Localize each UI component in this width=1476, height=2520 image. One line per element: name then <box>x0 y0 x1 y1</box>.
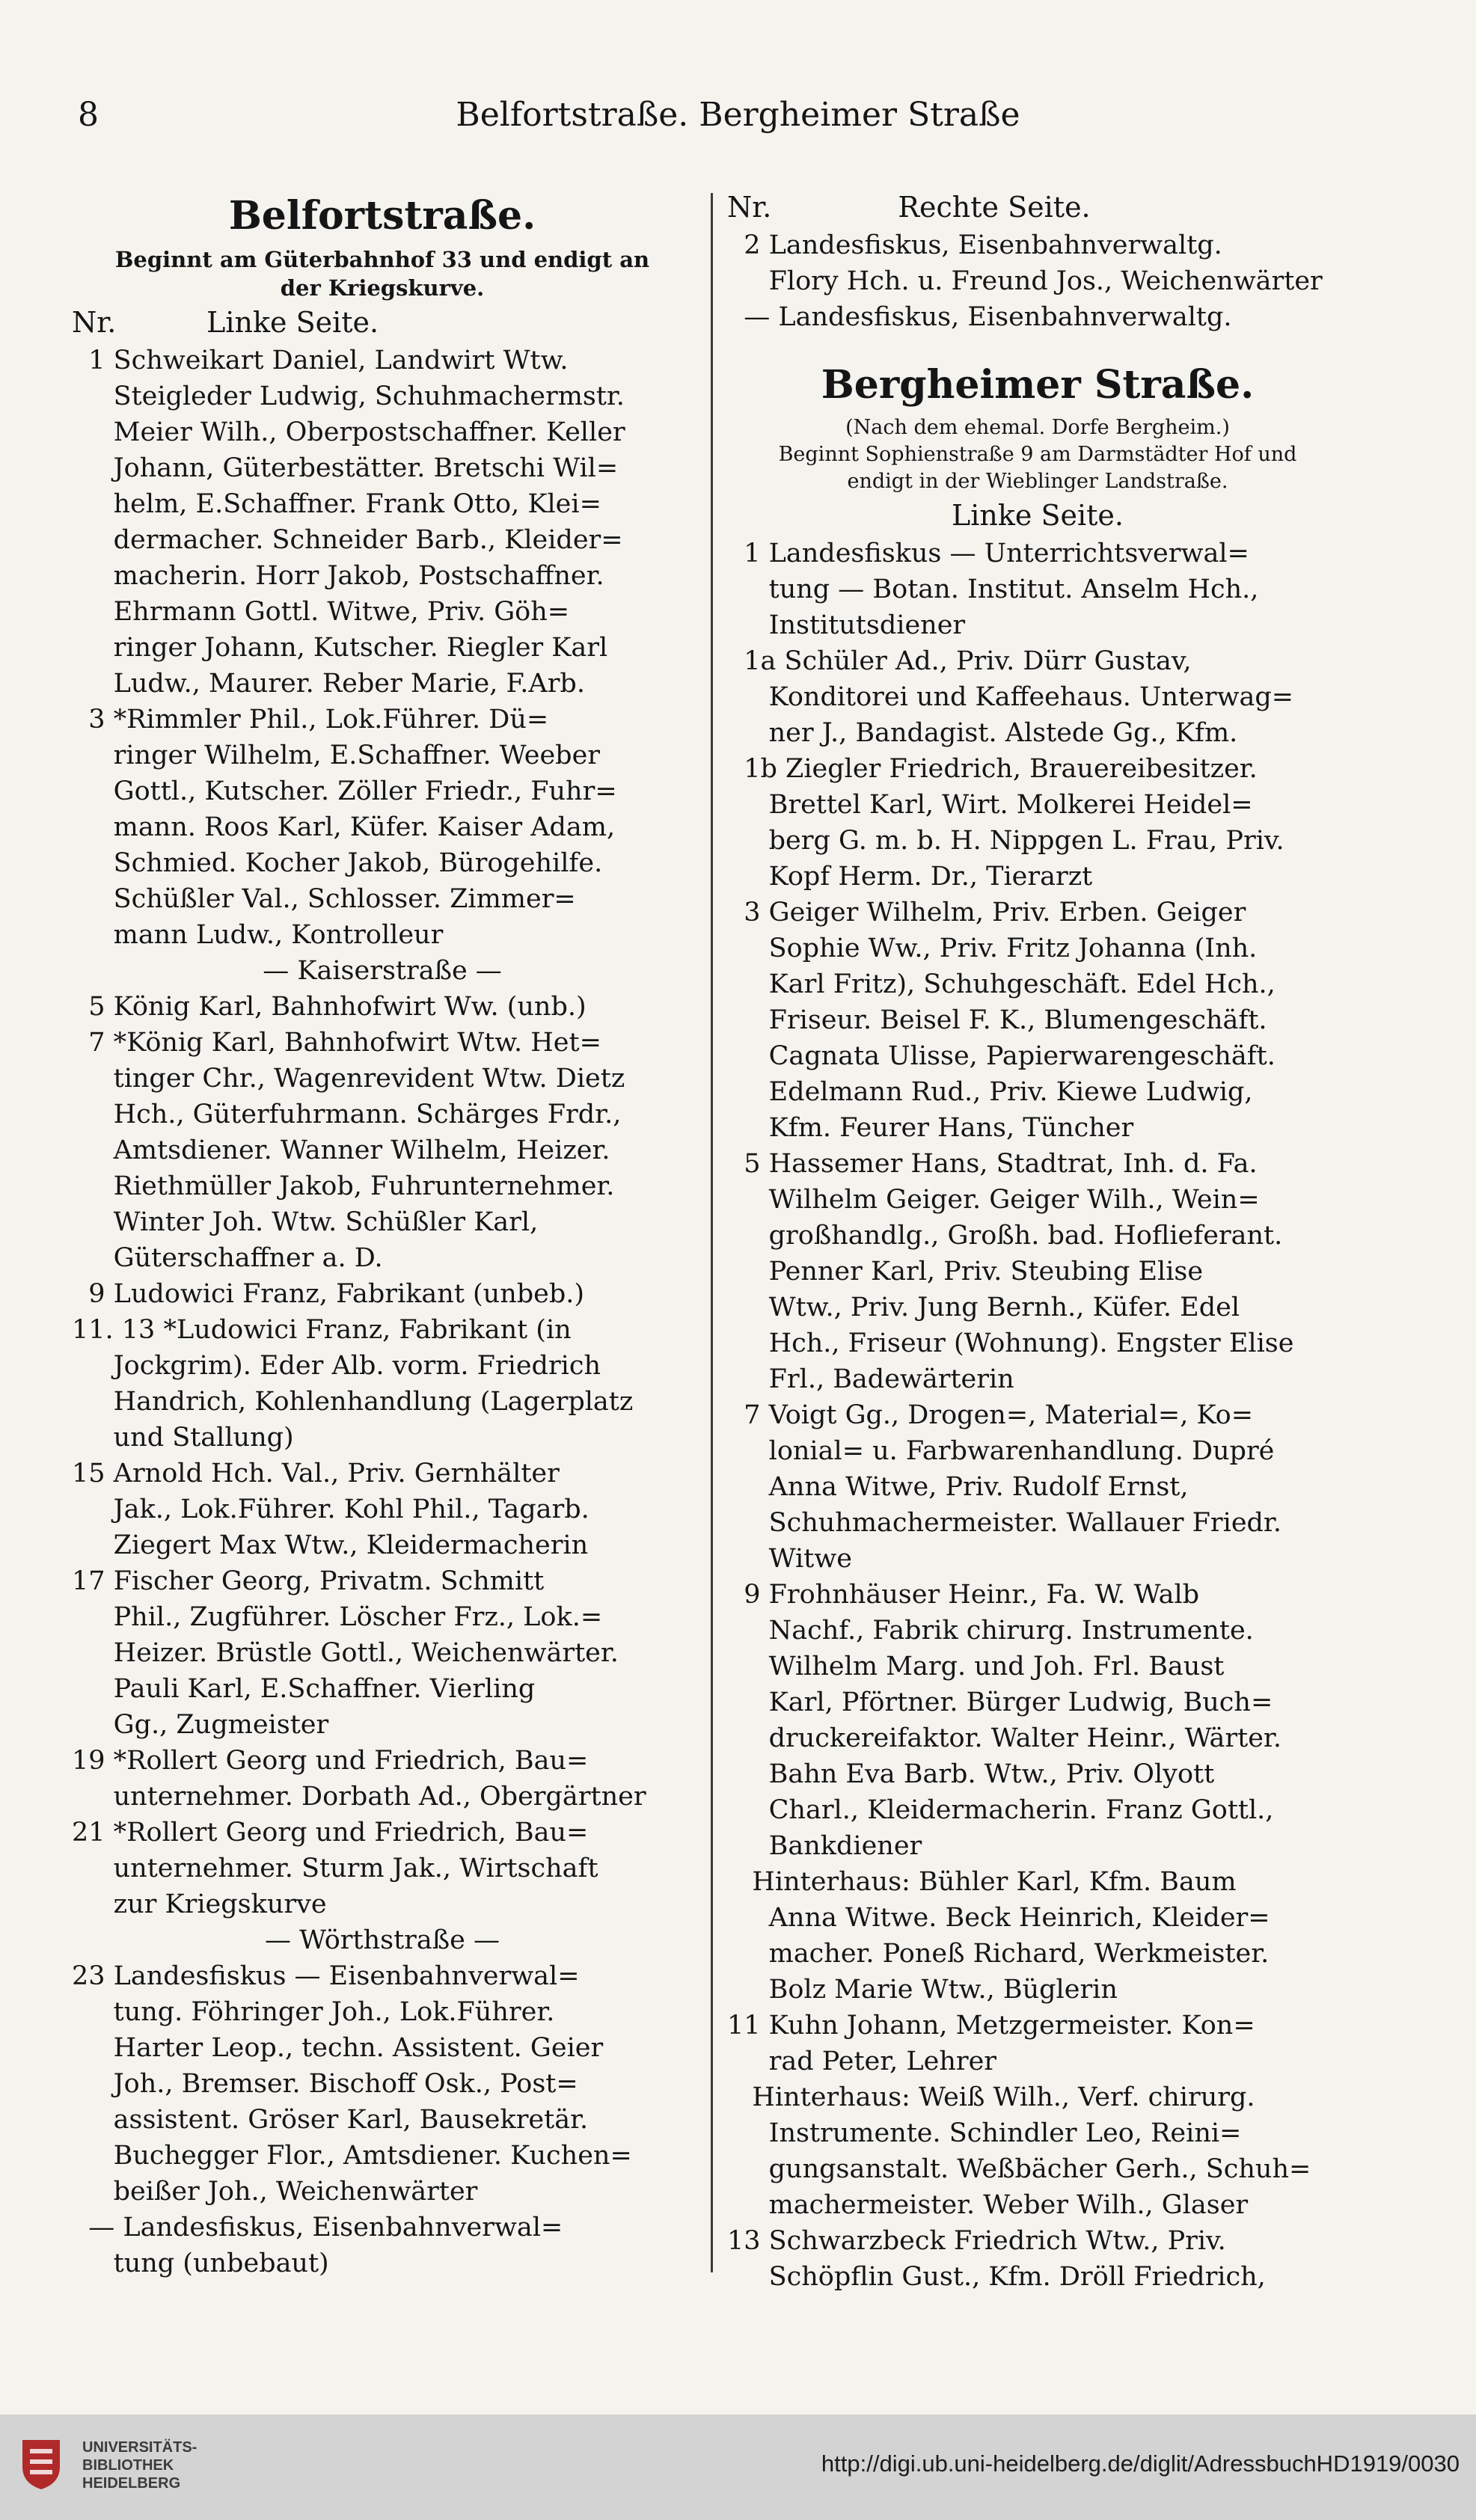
directory-line: tung (unbebaut) <box>72 2248 329 2278</box>
directory-line: Hinterhaus: Bühler Karl, Kfm. Baum <box>727 1867 1237 1897</box>
directory-line: Friseur. Beisel F. K., Blumengeschäft. <box>727 1005 1267 1035</box>
directory-line: Winter Joh. Wtw. Schüßler Karl, <box>72 1207 539 1237</box>
directory-line: Pauli Karl, E.Schaffner. Vierling <box>72 1674 536 1704</box>
directory-line: Penner Karl, Priv. Steubing Elise <box>727 1257 1204 1287</box>
directory-line: Schuhmachermeister. Wallauer Friedr. <box>727 1508 1281 1538</box>
side-heading-left-side: Linke Seite. <box>952 499 1124 532</box>
library-name-line: HEIDELBERG <box>82 2475 181 2492</box>
directory-line: unternehmer. Dorbath Ad., Obergärtner <box>72 1782 646 1812</box>
directory-line: Wilhelm Marg. und Joh. Frl. Baust <box>727 1652 1225 1681</box>
side-heading-right: Nr. Rechte Seite. <box>727 191 1091 224</box>
library-name <box>82 2438 197 2492</box>
right-column <box>727 187 1348 2295</box>
left-column <box>72 187 693 2281</box>
street-description-line: endigt in der Wieblinger Landstraße. <box>847 470 1228 493</box>
directory-line: 11. 13 *Ludowici Franz, Fabrikant (in <box>72 1315 572 1345</box>
directory-line: Gottl., Kutscher. Zöller Friedr., Fuhr= <box>72 776 617 806</box>
directory-line: 3 Geiger Wilhelm, Priv. Erben. Geiger <box>727 898 1246 928</box>
directory-line: 5 König Karl, Bahnhofwirt Ww. (unb.) <box>72 992 587 1022</box>
side-heading-left: Nr. Linke Seite. <box>72 306 379 339</box>
library-name-line: UNIVERSITÄTS- <box>82 2439 197 2456</box>
directory-line: Güterschaffner a. D. <box>72 1243 383 1273</box>
directory-line: ner J., Bandagist. Alstede Gg., Kfm. <box>727 718 1238 748</box>
directory-line: — Landesfiskus, Eisenbahnverwaltg. <box>727 302 1232 332</box>
directory-line: zur Kriegskurve <box>72 1889 327 1919</box>
directory-line: machermeister. Weber Wilh., Glaser <box>727 2190 1249 2220</box>
directory-line: Amtsdiener. Wanner Wilhelm, Heizer. <box>72 1135 610 1165</box>
directory-line: Brettel Karl, Wirt. Molkerei Heidel= <box>727 790 1253 820</box>
directory-line: Hch., Güterfuhrmann. Schärges Frdr., <box>72 1100 622 1129</box>
directory-line: tung — Botan. Institut. Anselm Hch., <box>727 574 1259 604</box>
directory-line: Hch., Friseur (Wohnung). Engster Elise <box>727 1328 1294 1358</box>
heidelberg-university-library-logo-icon <box>18 2437 64 2491</box>
directory-line: 1a Schüler Ad., Priv. Dürr Gustav, <box>727 646 1192 676</box>
street-title-bergheimer-strasse: Bergheimer Straße. <box>821 362 1255 408</box>
directory-line: Bankdiener <box>727 1831 922 1861</box>
directory-line: Karl Fritz), Schuhgeschäft. Edel Hch., <box>727 969 1276 999</box>
directory-line: Phil., Zugführer. Löscher Frz., Lok.= <box>72 1602 603 1632</box>
entry-list <box>727 536 1348 2295</box>
source-url-link[interactable]: http://digi.ub.uni-heidelberg.de/diglit/AdressbuchHD1919/0030 <box>821 2450 1460 2477</box>
directory-line: unternehmer. Sturm Jak., Wirtschaft <box>72 1854 598 1883</box>
directory-line: — Wörthstraße — <box>265 1925 500 1955</box>
directory-line: Sophie Ww., Priv. Fritz Johanna (Inh. <box>727 933 1258 963</box>
directory-line: druckereifaktor. Walter Heinr., Wärter. <box>727 1723 1281 1753</box>
directory-line: — Landesfiskus, Eisenbahnverwal= <box>72 2213 563 2242</box>
directory-line: 7 *König Karl, Bahnhofwirt Wtw. Het= <box>72 1028 601 1058</box>
directory-line: tung. Föhringer Joh., Lok.Führer. <box>72 1997 555 2027</box>
directory-line: Jak., Lok.Führer. Kohl Phil., Tagarb. <box>72 1494 590 1524</box>
directory-line: 23 Landesfiskus — Eisenbahnverwal= <box>72 1961 580 1991</box>
directory-line: ringer Wilhelm, E.Schaffner. Weeber <box>72 741 601 770</box>
directory-line: Konditorei und Kaffeehaus. Unterwag= <box>727 682 1294 712</box>
directory-line: assistent. Gröser Karl, Bausekretär. <box>72 2105 589 2135</box>
directory-line: gungsanstalt. Weßbächer Gerh., Schuh= <box>727 2154 1311 2184</box>
library-name-line: BIBLIOTHEK <box>82 2457 174 2474</box>
directory-line: ringer Johann, Kutscher. Riegler Karl <box>72 633 608 663</box>
directory-line: 9 Frohnhäuser Heinr., Fa. W. Walb <box>727 1580 1200 1610</box>
directory-line: Riethmüller Jakob, Fuhrunternehmer. <box>72 1171 615 1201</box>
directory-line: Jockgrim). Eder Alb. vorm. Friedrich <box>72 1351 601 1381</box>
directory-line: Cagnata Ulisse, Papierwarengeschäft. <box>727 1041 1276 1071</box>
directory-line: macherin. Horr Jakob, Postschaffner. <box>72 561 604 591</box>
directory-line: 21 *Rollert Georg und Friedrich, Bau= <box>72 1818 589 1848</box>
directory-line: lonial= u. Farbwarenhandlung. Dupré <box>727 1436 1275 1466</box>
directory-line: 7 Voigt Gg., Drogen=, Material=, Ko= <box>727 1400 1254 1430</box>
directory-line: mann Ludw., Kontrolleur <box>72 920 444 950</box>
directory-line: und Stallung) <box>72 1423 294 1453</box>
directory-line: Karl, Pförtner. Bürger Ludwig, Buch= <box>727 1687 1273 1717</box>
directory-line: Frl., Badewärterin <box>727 1364 1014 1394</box>
directory-line: rad Peter, Lehrer <box>727 2047 997 2076</box>
directory-line: 19 *Rollert Georg und Friedrich, Bau= <box>72 1746 589 1776</box>
directory-line: 3 *Rimmler Phil., Lok.Führer. Dü= <box>72 705 549 735</box>
directory-line: Kfm. Feurer Hans, Tüncher <box>727 1113 1134 1143</box>
directory-line: Heizer. Brüstle Gottl., Weichenwärter. <box>72 1638 619 1668</box>
directory-line: Bolz Marie Wtw., Büglerin <box>727 1975 1118 2005</box>
directory-line: Meier Wilh., Oberpostschaffner. Keller <box>72 417 625 447</box>
directory-line: Bahn Eva Barb. Wtw., Priv. Olyott <box>727 1759 1215 1789</box>
directory-line: 17 Fischer Georg, Privatm. Schmitt <box>72 1566 545 1596</box>
directory-line: Flory Hch. u. Freund Jos., Weichenwärter <box>727 266 1323 296</box>
footer-bar <box>0 2415 1476 2520</box>
directory-line: Wilhelm Geiger. Geiger Wilh., Wein= <box>727 1185 1260 1215</box>
street-note: (Nach dem ehemal. Dorfe Bergheim.) <box>845 416 1230 439</box>
directory-line: 2 Landesfiskus, Eisenbahnverwaltg. <box>727 230 1222 260</box>
directory-line: 1b Ziegler Friedrich, Brauereibesitzer. <box>727 754 1258 784</box>
directory-line: Buchegger Flor., Amtsdiener. Kuchen= <box>72 2141 632 2171</box>
directory-line: 5 Hassemer Hans, Stadtrat, Inh. d. Fa. <box>727 1149 1258 1179</box>
page-number: 8 <box>78 96 99 134</box>
directory-line: — Kaiserstraße — <box>263 956 502 986</box>
directory-line: Edelmann Rud., Priv. Kiewe Ludwig, <box>727 1077 1253 1107</box>
column-divider <box>711 193 713 2272</box>
directory-line: Anna Witwe, Priv. Rudolf Ernst, <box>727 1472 1189 1502</box>
directory-line: Handrich, Kohlenhandlung (Lagerplatz <box>72 1387 634 1417</box>
directory-line: 15 Arnold Hch. Val., Priv. Gernhälter <box>72 1459 560 1489</box>
directory-line: Ludw., Maurer. Reber Marie, F.Arb. <box>72 669 585 699</box>
directory-line: Steigleder Ludwig, Schuhmachermstr. <box>72 381 625 411</box>
directory-line: Johann, Güterbestätter. Bretschi Wil= <box>72 453 619 483</box>
directory-line: großhandlg., Großh. bad. Hoflieferant. <box>727 1221 1283 1251</box>
street-description-line: der Kriegskurve. <box>280 275 485 301</box>
directory-line: 1 Landesfiskus — Unterrichtsverwal= <box>727 539 1249 568</box>
directory-line: Joh., Bremser. Bischoff Osk., Post= <box>72 2069 578 2099</box>
directory-line: helm, E.Schaffner. Frank Otto, Klei= <box>72 489 601 519</box>
directory-line: Ehrmann Gottl. Witwe, Priv. Göh= <box>72 597 570 627</box>
directory-line: 13 Schwarzbeck Friedrich Wtw., Priv. <box>727 2226 1226 2256</box>
directory-line: 1 Schweikart Daniel, Landwirt Wtw. <box>72 346 569 375</box>
directory-line: macher. Poneß Richard, Werkmeister. <box>727 1939 1270 1969</box>
entry-list <box>727 227 1348 335</box>
directory-line: beißer Joh., Weichenwärter <box>72 2177 478 2207</box>
directory-line: Anna Witwe. Beck Heinrich, Kleider= <box>727 1903 1270 1933</box>
directory-line: Institutsdiener <box>727 610 966 640</box>
directory-line: Schüßler Val., Schlosser. Zimmer= <box>72 884 576 914</box>
running-title: Belfortstraße. Bergheimer Straße <box>456 96 1020 134</box>
entry-list <box>72 343 693 2281</box>
directory-line: Hinterhaus: Weiß Wilh., Verf. chirurg. <box>727 2082 1255 2112</box>
directory-line: dermacher. Schneider Barb., Kleider= <box>72 525 623 555</box>
directory-line: Charl., Kleidermacherin. Franz Gottl., <box>727 1795 1274 1825</box>
directory-line: Schmied. Kocher Jakob, Bürogehilfe. <box>72 848 603 878</box>
directory-line: Gg., Zugmeister <box>72 1710 329 1740</box>
directory-line: Instrumente. Schindler Leo, Reini= <box>727 2118 1242 2148</box>
directory-line: Wtw., Priv. Jung Bernh., Küfer. Edel <box>727 1293 1240 1322</box>
directory-line: Schöpflin Gust., Kfm. Dröll Friedrich, <box>727 2262 1266 2292</box>
street-description-line: Beginnt am Güterbahnhof 33 und endigt an <box>114 247 650 272</box>
directory-line: 11 Kuhn Johann, Metzgermeister. Kon= <box>727 2011 1255 2041</box>
directory-line: tinger Chr., Wagenrevident Wtw. Dietz <box>72 1064 625 1094</box>
directory-line: 9 Ludowici Franz, Fabrikant (unbeb.) <box>72 1279 585 1309</box>
directory-line: Kopf Herm. Dr., Tierarzt <box>727 862 1093 892</box>
street-description-line: Beginnt Sophienstraße 9 am Darmstädter Hof und <box>778 443 1297 466</box>
directory-line: Ziegert Max Wtw., Kleidermacherin <box>72 1530 589 1560</box>
street-title-belfortstrasse: Belfortstraße. <box>228 193 536 239</box>
directory-line: Nachf., Fabrik chirurg. Instrumente. <box>727 1616 1254 1646</box>
directory-line: mann. Roos Karl, Küfer. Kaiser Adam, <box>72 812 616 842</box>
directory-line: Harter Leop., techn. Assistent. Geier <box>72 2033 604 2063</box>
directory-line: berg G. m. b. H. Nippgen L. Frau, Priv. <box>727 826 1284 856</box>
directory-line: Witwe <box>727 1544 852 1574</box>
